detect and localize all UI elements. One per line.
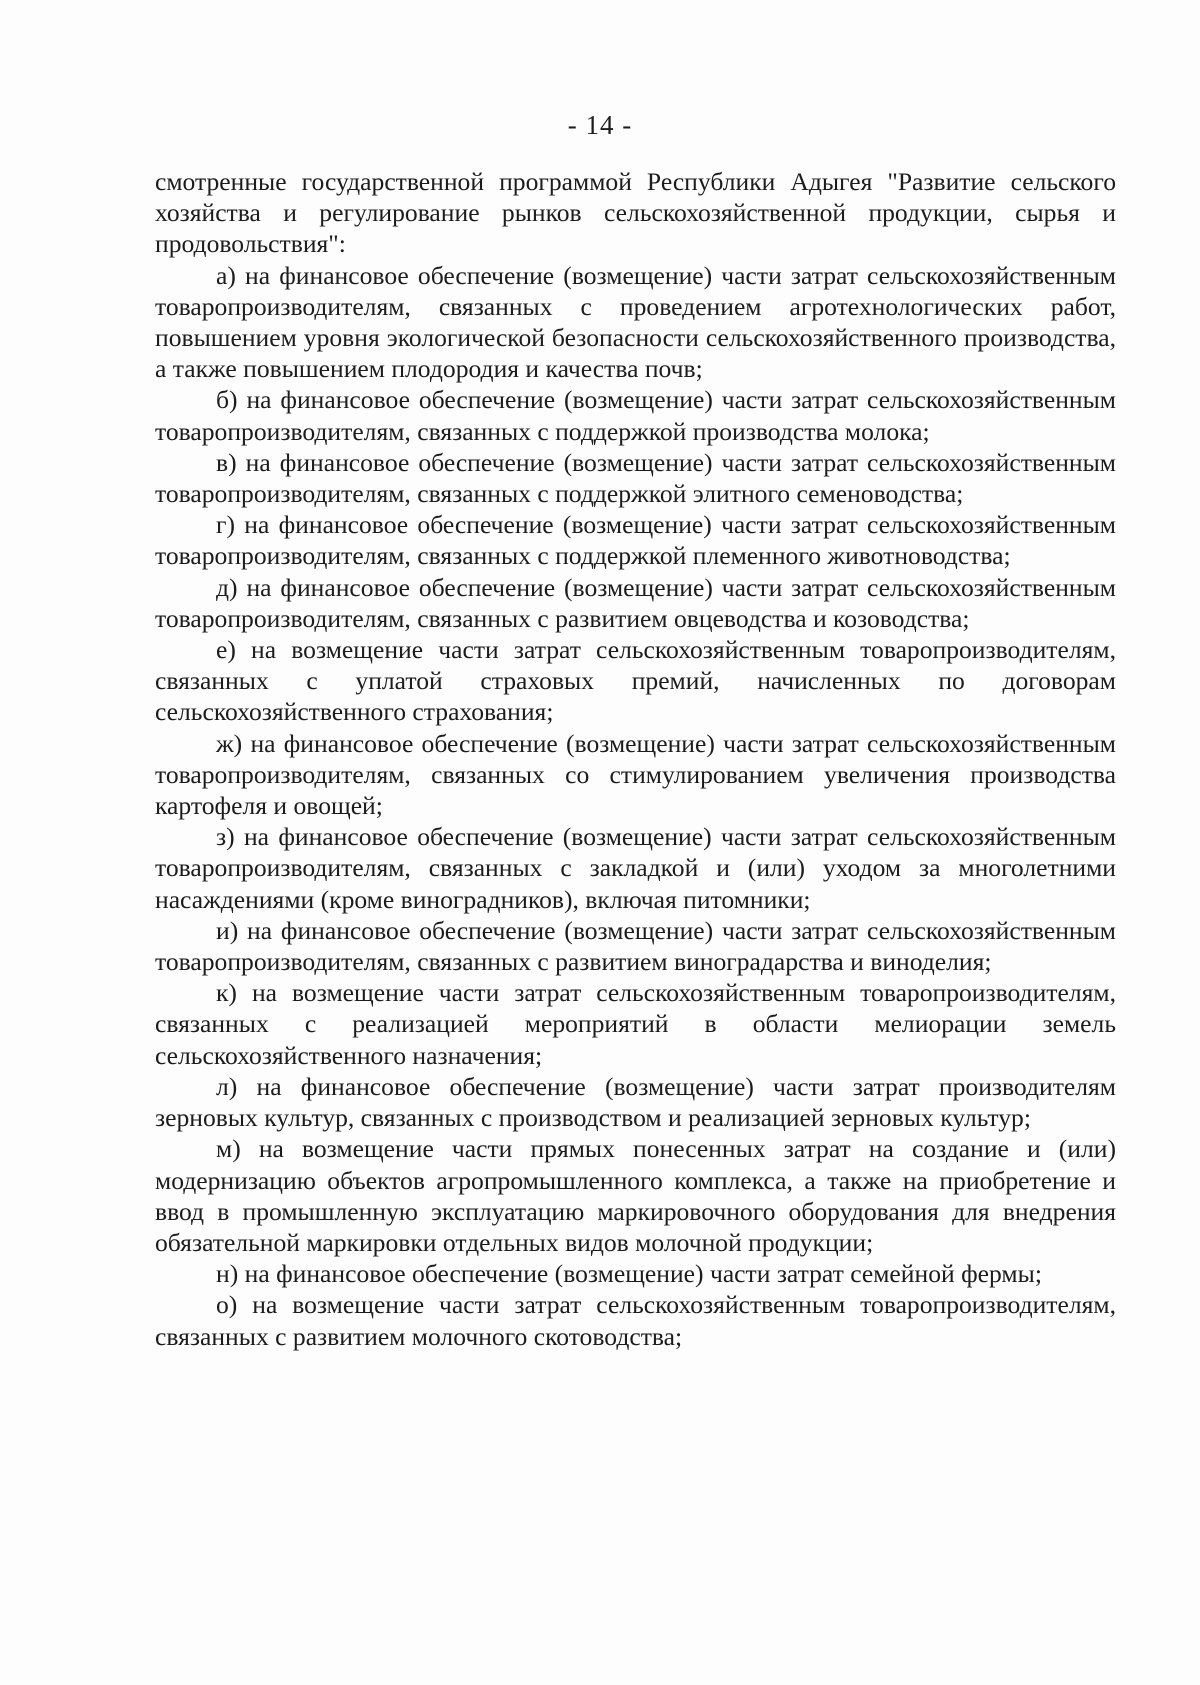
list-item-i: и) на финансовое обеспечение (возмещение) части затрат сельскохозяйственным товаропроизводителям, связанных с развитием виноградарства и виноделия; xyxy=(155,915,1116,977)
list-item-n: н) на финансовое обеспечение (возмещение) части затрат семейной фермы; xyxy=(216,1259,1042,1289)
list-item-z: з) на финансовое обеспечение (возмещение) части затрат сельскохозяйственным товаропроизводителям, связанных с закладкой и (или) уходом за многолетними насаждениями (кроме виноградников), включая питомники; xyxy=(155,822,1116,914)
list-item-zh: ж) на финансовое обеспечение (возмещение) части затрат сельскохозяйственным товаропроизводителям, связанных со стимулированием увеличения производства картофеля и овощей; xyxy=(155,728,1116,821)
list-item-a: а) на финансовое обеспечение (возмещение) части затрат сельскохозяйственным товаропроизводителям, связанных с проведением агротехнологических работ, повышением уровня экологической безопасности сельскохозяйственного производства, а также повышением плодородия и качества почв; xyxy=(155,260,1116,384)
intro-paragraph: смотренные государственной программой Республики Адыгея "Развитие сельского хозяйства и регулирование рынков сельскохозяйственной продукции, сырья и продовольствия": xyxy=(155,167,1116,259)
list-item-k: к) на возмещение части затрат сельскохозяйственным товаропроизводителям, связанных с реализацией мероприятий в области мелиорации земель сельскохозяйственного назначения; xyxy=(155,978,1116,1070)
document-body xyxy=(155,166,1116,1352)
list-item-g: г) на финансовое обеспечение (возмещение) части затрат сельскохозяйственным товаропроизводителям, связанных с поддержкой племенного животноводства; xyxy=(155,510,1116,571)
list-item-b: б) на финансовое обеспечение (возмещение) части затрат сельскохозяйственным товаропроизводителям, связанных с поддержкой производства молока; xyxy=(155,385,1116,446)
list-item-e: е) на возмещение части затрат сельскохозяйственным товаропроизводителям, связанных с уплатой страховых премий, начисленных по договорам сельскохозяйственного страхования; xyxy=(155,635,1116,727)
list-item-v: в) на финансовое обеспечение (возмещение) части затрат сельскохозяйственным товаропроизводителям, связанных с поддержкой элитного семеноводства; xyxy=(155,447,1116,509)
page-number: - 14 - xyxy=(567,110,633,140)
list-item-d: д) на финансовое обеспечение (возмещение) части затрат сельскохозяйственным товаропроизводителям, связанных с развитием овцеводства и козоводства; xyxy=(155,572,1116,633)
list-item-l: л) на финансовое обеспечение (возмещение) части затрат производителям зерновых культур, связанных с производством и реализацией зерновых культур; xyxy=(155,1071,1116,1133)
list-item-m: м) на возмещение части прямых понесенных затрат на создание и (или) модернизацию объектов агропромышленного комплекса, а также на приобретение и ввод в промышленную эксплуатацию маркировочного оборудования для внедрения обязательной маркировки отдельных видов молочной продукции; xyxy=(155,1134,1116,1257)
list-item-o: о) на возмещение части затрат сельскохозяйственным товаропроизводителям, связанных с развитием молочного скотоводства; xyxy=(155,1290,1116,1351)
